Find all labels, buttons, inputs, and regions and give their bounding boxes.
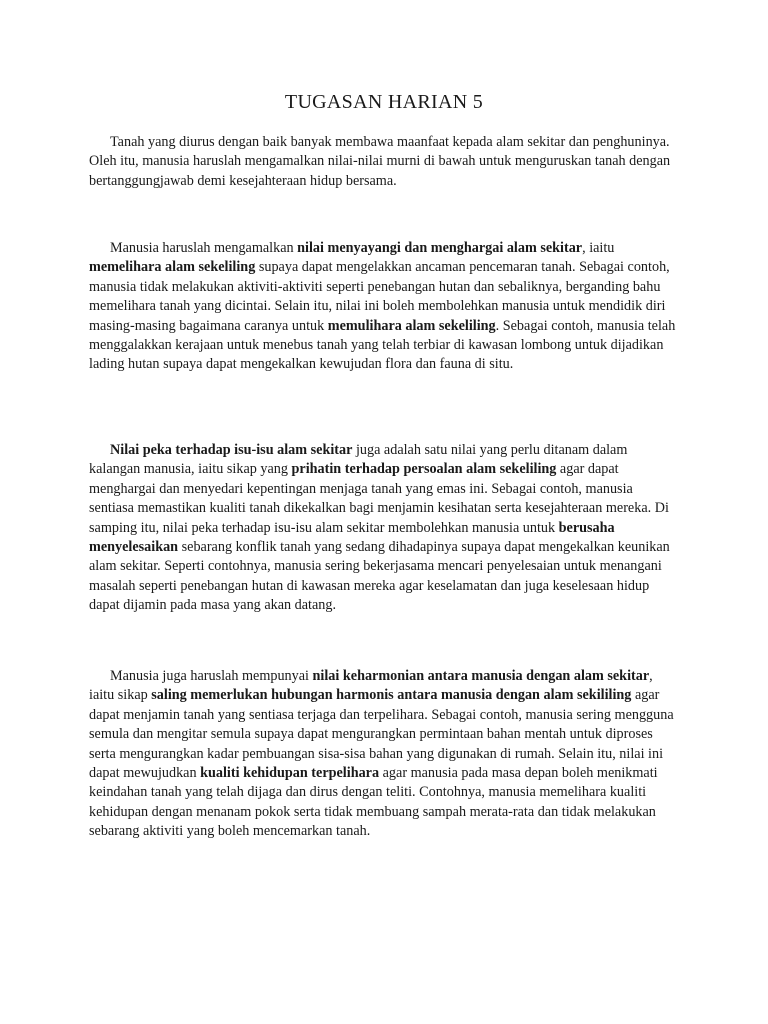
body-text: agar manusia pada masa depan boleh menikmati keindahan tanah yang telah dijaga dan dirus dengan teliti. Contohnya, manusia memelihara kualiti kehidupan dengan menanam pokok serta tidak membuang sampah merata-rata dan tidak melakukan sebarang aktiviti yang boleh mencemarkan tanah. — [89, 765, 658, 840]
body-text: sebarang konflik tanah yang sedang dihadapinya supaya dapat mengekalkan keunikan alam sekitar. Seperti contohnya, manusia sering bekerjasama mencari penyelesaian untuk menangani masalah seperti penebangan hutan di kawasan mereka agar keselamatan dan juga keselesaan hidup dapat dijamin pada masa yang akan datang. — [89, 539, 670, 614]
emphasis-text: Nilai peka terhadap isu-isu alam sekitar — [110, 442, 353, 458]
body-text: Tanah yang diurus dengan baik banyak membawa maanfaat kepada alam sekitar dan penghuninya. Oleh itu, manusia haruslah mengamalkan nilai-nilai murni di bawah untuk menguruskan tanah dengan bertanggungjawab demi kesejahteraan hidup bersama. — [89, 134, 671, 189]
emphasis-text: memelihara alam sekeliling — [89, 259, 256, 276]
paragraph-peka-isu — [89, 441, 679, 616]
paragraph-keharmonian — [89, 667, 679, 842]
emphasis-text: memulihara alam sekeliling — [327, 317, 496, 334]
body-text: , iaitu sikap — [89, 668, 653, 704]
body-text: Manusia juga haruslah mempunyai — [110, 668, 313, 684]
page-title: TUGASAN HARIAN 5 — [284, 91, 484, 113]
emphasis-text: prihatin terhadap persoalan alam sekeliling — [291, 461, 557, 478]
emphasis-text: nilai keharmonian antara manusia dengan alam sekitar — [312, 668, 650, 684]
body-text: Manusia haruslah mengamalkan — [110, 240, 298, 256]
emphasis-text: berusaha menyelesaikan — [89, 519, 615, 556]
emphasis-text: saling memerlukan hubungan harmonis antara manusia dengan alam sekililing — [151, 687, 632, 704]
body-text: . Sebagai contoh, manusia telah menggalakkan kerajaan untuk menebus tanah yang telah terbiar di kawasan lombong untuk dijadikan lading hutan supaya dapat mengekalkan kewujudan flora dan fauna di situ. — [89, 317, 676, 373]
body-text: , iaitu — [582, 240, 615, 256]
body-text: supaya dapat mengelakkan ancaman pencemaran tanah. Sebagai contoh, manusia tidak melakukan aktiviti-aktiviti seperti penebangan hutan dan sebaliknya, berganding bahu memelihara tanah yang dicintai. Selain itu, nilai ini boleh membolehkan manusia untuk mendidik diri masing-masing bagaimana caranya untuk — [89, 259, 670, 334]
body-text: juga adalah satu nilai yang perlu ditanam dalam kalangan manusia, iaitu sikap yang — [89, 442, 628, 478]
body-text: agar dapat menjamin tanah yang sentiasa terjaga dan terpelihara. Sebagai contoh, manusia sering mengguna semula dan mengitar semula supaya dapat mengurangkan permintaan bahan mentah untuk diproses serta mengurangkan kadar pembuangan sisa-sisa bahan yang digunakan di rumah. Selain itu, nilai ini dapat mewujudkan — [89, 687, 674, 782]
paragraph-menyayangi-alam — [89, 239, 679, 375]
emphasis-text: nilai menyayangi dan menghargai alam sekitar — [297, 240, 583, 256]
body-text: agar dapat menghargai dan menyedari kepentingan menjaga tanah yang emas ini. Sebagai contoh, manusia sentiasa memastikan kualiti tanah dikekalkan bagi menjamin kesihatan serta kesejahteraan mereka. Di samping itu, nilai peka terhadap isu-isu alam sekitar membolehkan manusia untuk — [89, 461, 669, 536]
emphasis-text: kualiti kehidupan terpelihara — [200, 765, 380, 782]
paragraph-intro — [89, 133, 679, 191]
